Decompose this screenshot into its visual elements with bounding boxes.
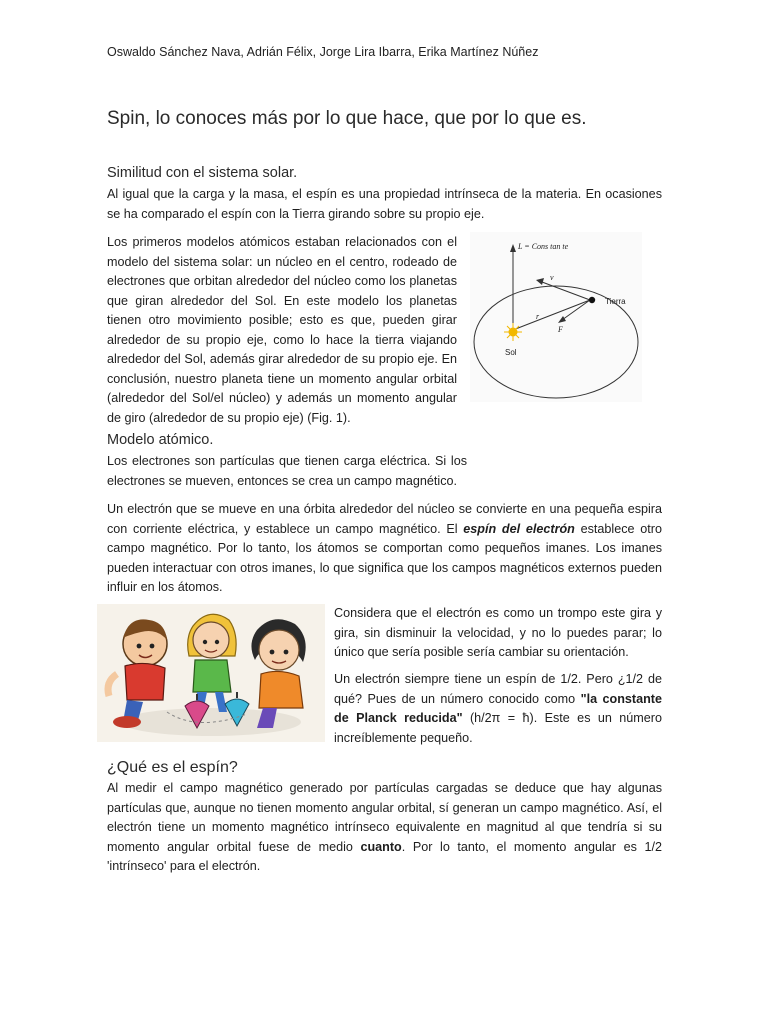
figure-orbit-diagram <box>470 232 642 402</box>
paragraph-intro: Al igual que la carga y la masa, el espín es una propiedad intrínseca de la materia. En ocasiones se ha comparado el espín con la Tierra girando sobre su propio eje. <box>107 187 662 221</box>
illustration-spinning-tops <box>97 604 325 742</box>
paragraph-electron-loop: Un electrón que se mueve en una órbita alrededor del núcleo se convierte en una pequeña espira con corriente eléctrica, y establece un campo magnético. El espín del electrón establece otro campo magnético. Por lo tanto, los átomos se comportan como pequeños imanes. Los imanes pueden interactuar con otros imanes, lo que significa que los campos magnéticos externos pueden influir en los átomos. <box>107 502 662 594</box>
page-title: Spin, lo conoces más por lo que hace, que por lo que es. <box>107 108 587 129</box>
paragraph-intrinsic-moment: Al medir el campo magnético generado por partículas cargadas se deduce que hay algunas partículas que, aunque no tienen momento angular orbital, sí generan un campo magnético. Así, el electrón tiene un momento magnético intrínseco equivalente en magnitud al que tendría si su momento angular orbital fuese de medio cuanto. Por lo tanto, el momento angular es 1/2 'intrínseco' para el electrón. <box>107 781 662 873</box>
paragraph-atomic-models: Los primeros modelos atómicos estaban relacionados con el modelo del sistema solar: un núcleo en el centro, rodeado de electrones que orbitan alrededor del núcleo como los planetas que giran alrededor del Sol. En este modelo los planetas tienen otro movimiento posible; esto es que, pueden girar alrededor de su propio eje, como lo hace la tierra viajando alrededor del Sol, además girar alrededor de su propio eje. En conclusión, nuestro planeta tiene un momento angular orbital (alrededor del Sol/el núcleo) y además un momento angular de giro (alrededor de su propio eje) (Fig. 1). <box>107 235 457 425</box>
paragraph-spinning-top: Considera que el electrón es como un trompo este gira y gira, sin disminuir la velocidad, y no lo puedes parar; lo único que sería posible sería cambiar su orientación. <box>334 606 662 659</box>
label-angular-momentum: L = Cons tan te <box>518 242 569 251</box>
label-force: F <box>558 325 563 334</box>
authors-line: Oswaldo Sánchez Nava, Adrián Félix, Jorge Lira Ibarra, Erika Martínez Núñez <box>107 45 539 59</box>
heading-what-is-spin: ¿Qué es el espín? <box>107 759 238 776</box>
earth-dot <box>589 297 595 303</box>
planck-emphasis: "la constante de Planck reducida" <box>334 691 662 725</box>
label-earth: Tierra <box>605 297 626 306</box>
heading-solar-system: Similitud con el sistema solar. <box>107 165 298 181</box>
label-sun: Sol <box>505 348 517 357</box>
label-velocity: v <box>550 273 554 282</box>
heading-atomic-model: Modelo atómico. <box>107 432 214 448</box>
paragraph-electrons-charge: Los electrones son partículas que tienen carga eléctrica. Si los electrones se mueven, entonces se crea un campo magnético. <box>107 454 467 488</box>
label-radius: r <box>536 312 540 321</box>
paragraph-planck-constant: Un electrón siempre tiene un espín de 1/2. Pero ¿1/2 de qué? Pues de un número conocido como "la constante de Planck reducida" (h/2π = ħ). Este es un número increíblemente pequeño. <box>334 672 662 745</box>
spin-emphasis: espín del electrón <box>463 521 575 536</box>
cuanto-emphasis: cuanto <box>360 839 402 854</box>
